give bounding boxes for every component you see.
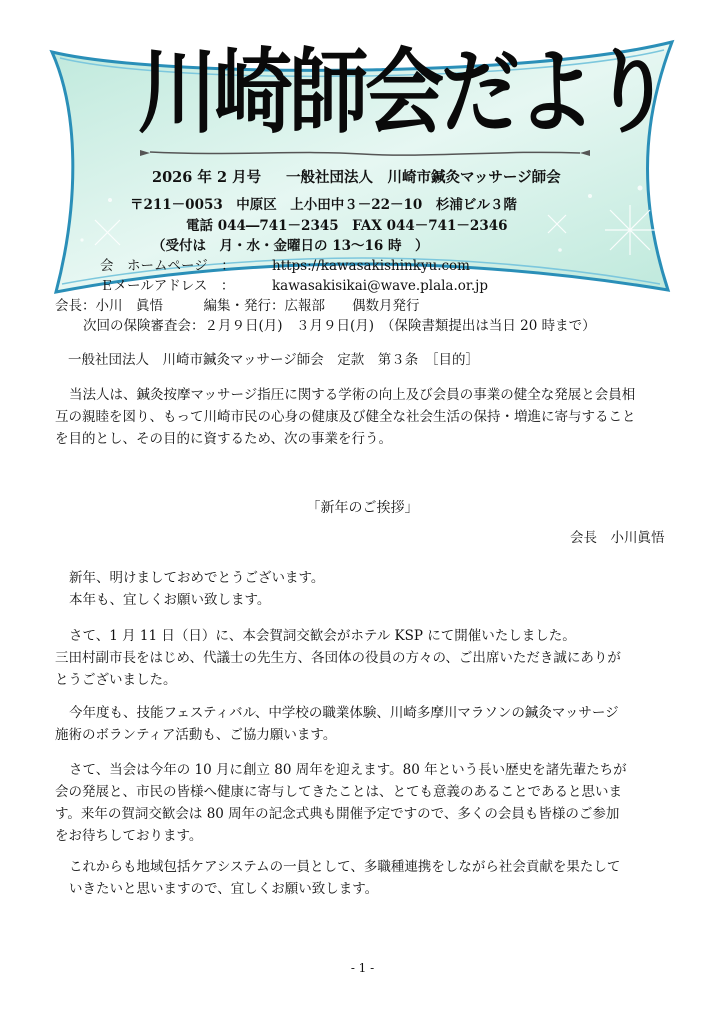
greeting-paragraph: [55, 567, 680, 611]
greeting-title: 「新年のご挨拶」: [306, 500, 419, 516]
greeting-paragraph: [55, 856, 680, 900]
greeting-line: 本年も、宜しくお願い致します。: [69, 592, 271, 608]
greeting-line: 施術のボランティア活動も、ご協力願います。: [55, 727, 337, 743]
greeting-author: 会長 小川眞悟: [570, 530, 665, 546]
greeting-line: 今年度も、技能フェスティバル、中学校の職業体験、川崎多摩川マラソンの鍼灸マッサージ: [69, 705, 619, 721]
greeting-line: 新年、明けましておめでとうございます。: [69, 570, 325, 586]
greeting-line: をお待ちしております。: [55, 828, 203, 844]
greeting-line: さて、当会は今年の 10 月に創立 80 周年を迎えます。80 年という長い歴史を諸先輩たちが: [69, 762, 627, 778]
purpose-line: 互の親睦を図り、もって川崎市民の心身の健康及び健全な社会生活の保持・増進に寄与すること: [55, 409, 636, 425]
insurance-exam-schedule: 次回の保険審査会：２月９日(月) ３月９日(月) （保険書類提出は当日 20 時まで）: [83, 318, 596, 334]
greeting-line: いきたいと思いますので、宜しくお願い致します。: [69, 881, 379, 897]
issue-date: 2026 年 2 月号: [152, 169, 262, 186]
greeting-line: とうございました。: [55, 672, 177, 688]
page-number: - 1 -: [350, 961, 375, 975]
purpose-line: を目的とし、その目的に資するため、次の事業を行う。: [55, 431, 392, 447]
newsletter-title: 川崎師会だより: [138, 39, 668, 146]
email-link[interactable]: kawasakisikai@wave.plala.or.jp: [272, 278, 488, 294]
organization-name: 一般社団法人 川崎市鍼灸マッサージ師会: [286, 169, 561, 186]
purpose-line: 当法人は、鍼灸按摩マッサージ指圧に関する学術の向上及び会員の事業の健全な発展と会員相: [69, 387, 636, 403]
greeting-paragraph: [55, 702, 680, 746]
email-label: Ｅメールアドレス ：: [100, 278, 235, 294]
greeting-line: す。来年の賀詞交歓会は 80 周年の記念式典も開催予定ですので、多くの会員も皆様のご参加: [55, 806, 620, 822]
greeting-line: 会の発展と、市民の皆様へ健康に寄与してきたことは、とても意義のあることであると思いま: [55, 784, 622, 800]
articles-purpose: [55, 384, 680, 450]
phone-fax: 電話 044―741－2345 FAX 044－741－2346: [186, 218, 508, 234]
greeting-line: さて、1 月 11 日（日）に、本会賀詞交歓会がホテル KSP にて開催いたしました。: [69, 628, 576, 644]
office-hours: （受付は 月・水・金曜日の 13～16 時 ）: [152, 238, 429, 254]
greeting-paragraph: [55, 625, 680, 691]
homepage-label: 会 ホームページ ：: [100, 258, 235, 274]
president-editor-line: 会長：小川 眞悟 編集・発行：広報部 偶数月発行: [55, 298, 420, 314]
address: 〒211－0053 中原区 上小田中３－22－10 杉浦ビル３階: [130, 197, 517, 213]
greeting-line: 三田村副市長をはじめ、代議士の先生方、各団体の役員の方々の、ご出席いただき誠にありが: [55, 650, 621, 666]
greeting-line: これからも地域包括ケアシステムの一員として、多職種連携をしながら社会貢献を果たして: [69, 859, 621, 875]
greeting-paragraph: [55, 759, 680, 847]
homepage-link[interactable]: https://kawasakishinkyu.com: [272, 258, 470, 274]
articles-heading: 一般社団法人 川崎市鍼灸マッサージ師会 定款 第３条 ［目的］: [68, 352, 479, 368]
